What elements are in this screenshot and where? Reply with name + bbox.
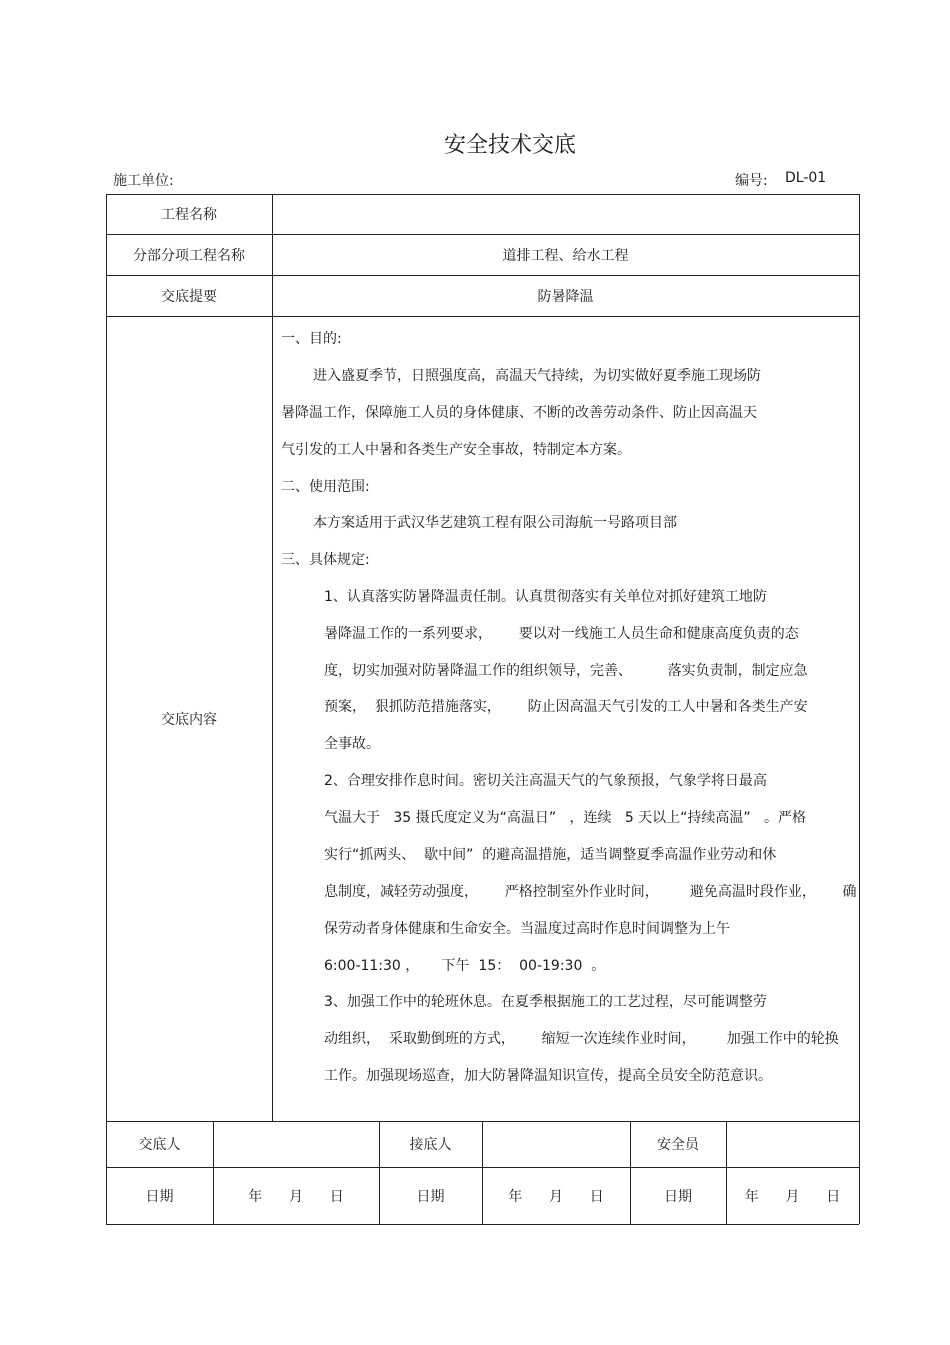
summary-label: 交底提要 (161, 288, 217, 305)
content-label: 交底内容 (161, 711, 217, 728)
content-line: 实行“抓两头、 歇中间” 的避高温措施，适当调整夏季高温作业劳动和休 (324, 847, 777, 863)
content-line: 暑降温工作，保障施工人员的身体健康、不断的改善劳动条件、防止因高温天 (281, 405, 757, 421)
safety-officer-label: 安全员 (657, 1137, 699, 1153)
section-heading: 一、目的: (281, 331, 342, 347)
receiver-date-label: 日期 (416, 1188, 445, 1205)
section-heading: 三、具体规定: (281, 552, 370, 568)
document-title: 安全技术交底 (443, 133, 576, 158)
project-name-label: 工程名称 (161, 207, 217, 223)
content-line: 度，切实加强对防暑降温工作的组织领导，完善、 落实负责制，制定应急 (324, 663, 808, 679)
content-line: 2、合理安排作息时间。密切关注高温天气的气象预报，气象学将日最高 (324, 773, 767, 789)
table-border (859, 194, 860, 1224)
construction-unit-label: 施工单位: (113, 173, 174, 189)
content-line: 暑降温工作的一系列要求， 要以对一线施工人员生命和健康高度负责的态 (324, 626, 799, 642)
content-line: 气引发的工人中暑和各类生产安全事故，特制定本方案。 (281, 442, 631, 458)
summary-value: 防暑降温 (537, 288, 594, 305)
content-line: 工作。加强现场巡查，加大防暑降温知识宣传，提高全员安全防范意识。 (324, 1068, 772, 1084)
code-value: DL-01 (785, 170, 827, 186)
safety-date-value: 年 月 日 (744, 1188, 841, 1205)
content-line: 息制度，减轻劳动强度， 严格控制室外作业时间， 避免高温时段作业， 确 (324, 884, 857, 900)
code-label: 编号: (735, 173, 768, 189)
content-line: 6:00-11:30 ， 下午 15： 00-19:30 。 (324, 958, 606, 974)
table-divider (272, 194, 273, 1121)
content-line: 预案， 狠抓防范措施落实， 防止因高温天气引发的工人中暑和各类生产安 (324, 699, 808, 715)
table-border (106, 1224, 859, 1225)
sub-project-label: 分部分项工程名称 (133, 247, 245, 264)
content-line: 保劳动者身体健康和生命安全。当温度过高时作息时间调整为上午 (324, 921, 730, 937)
discloser-date-value: 年 月 日 (248, 1188, 344, 1205)
discloser-label: 交底人 (138, 1137, 181, 1153)
content-line: 动组织， 采取勤倒班的方式， 缩短一次连续作业时间， 加强工作中的轮换 (324, 1031, 839, 1047)
content-line: 气温大于 35 摄氏度定义为“高温日” ，连续 5 天以上“持续高温” 。严格 (324, 810, 807, 826)
safety-date-label: 日期 (664, 1188, 692, 1205)
receiver-label: 接底人 (409, 1137, 452, 1153)
content-line: 本方案适用于武汉华艺建筑工程有限公司海航一号路项目部 (313, 515, 677, 531)
receiver-date-value: 年 月 日 (508, 1188, 604, 1205)
sub-project-value: 道排工程、给水工程 (502, 247, 629, 264)
project-name-value (272, 194, 859, 234)
content-line: 1、认真落实防暑降温责任制。认真贯彻落实有关单位对抓好建筑工地防 (324, 589, 767, 605)
content-line: 3、加强工作中的轮班休息。在夏季根据施工的工艺过程，尽可能调整劳 (324, 994, 767, 1010)
content-line: 进入盛夏季节，日照强度高，高温天气持续，为切实做好夏季施工现场防 (313, 368, 761, 384)
discloser-date-label: 日期 (145, 1188, 174, 1205)
section-heading: 二、使用范围: (281, 479, 370, 495)
content-line: 全事故。 (324, 736, 380, 752)
